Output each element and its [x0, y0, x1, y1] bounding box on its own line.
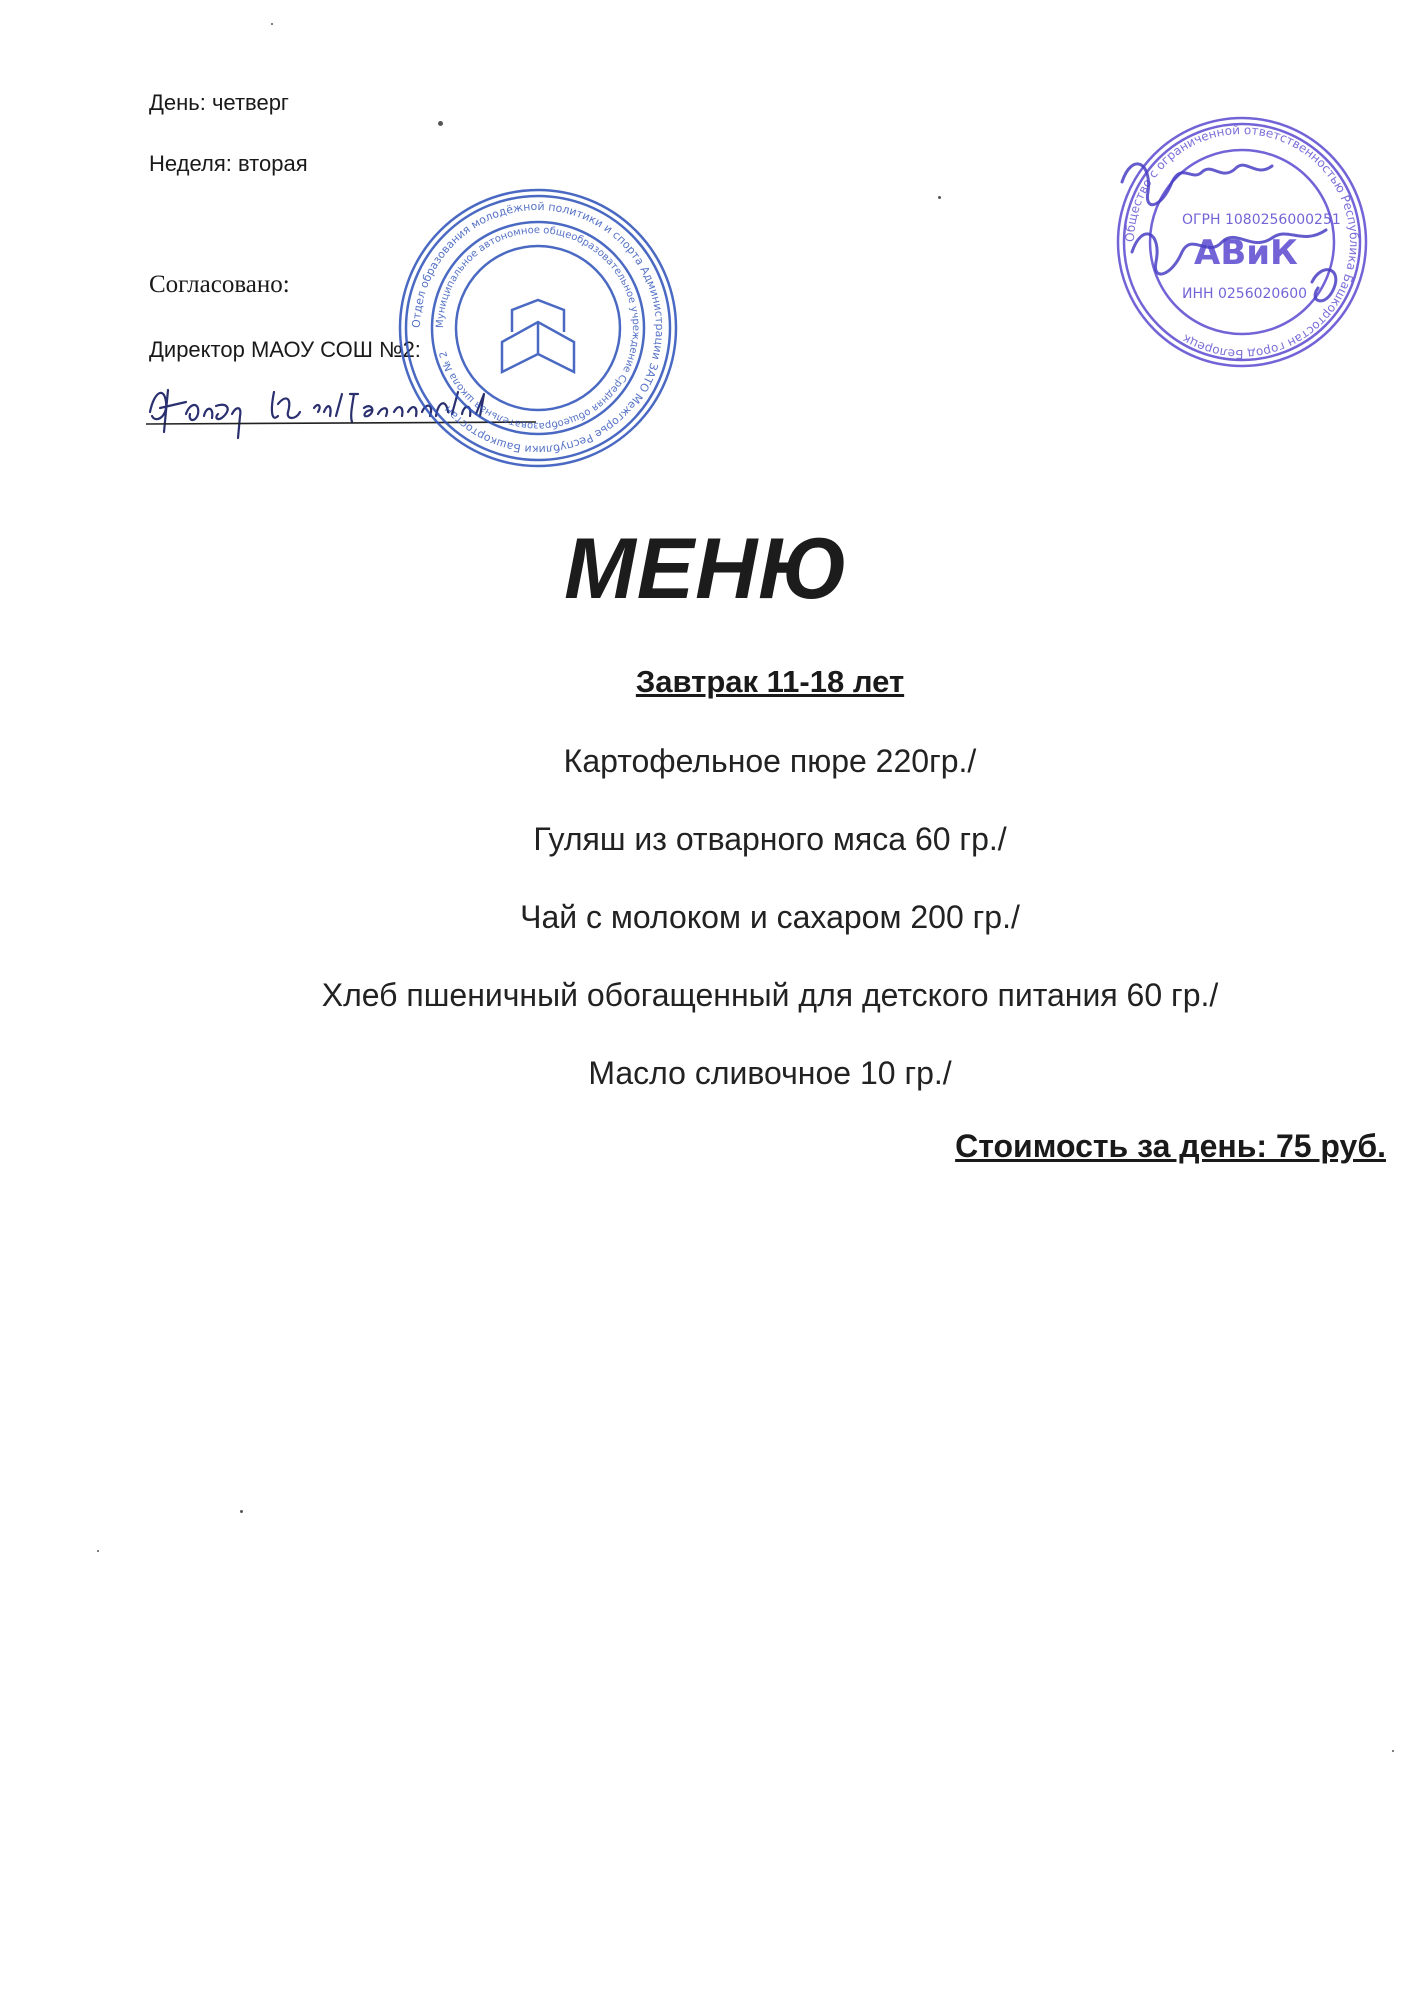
- scan-speck: [97, 1550, 99, 1552]
- svg-text:ИНН 0256020600: ИНН 0256020600: [1182, 286, 1308, 302]
- menu-item: Гуляш из отварного мяса 60 гр./: [533, 821, 1007, 857]
- agreed-label: Согласовано:: [149, 271, 290, 298]
- svg-text:ОГРН 1080256000251: ОГРН 1080256000251: [1182, 212, 1341, 228]
- day-label: День: четверг: [149, 90, 289, 115]
- school-stamp: [392, 182, 684, 474]
- page-title: МЕНЮ: [564, 521, 849, 617]
- menu-item: Хлеб пшеничный обогащенный для детского питания 60 гр./: [321, 977, 1219, 1013]
- scan-speck: [1392, 1750, 1394, 1752]
- menu-item: Картофельное пюре 220гр./: [563, 743, 977, 779]
- company-stamp: [1112, 112, 1372, 372]
- scan-speck: [271, 23, 273, 25]
- menu-item: Чай с молоком и сахаром 200 гр./: [520, 899, 1020, 935]
- week-label: Неделя: вторая: [149, 151, 308, 176]
- svg-text:Отдел образования молодёжной п: Отдел образования молодёжной политики и спорта Администрации ЗАТО Межгорье Республики Башкортостан: [409, 199, 667, 457]
- section-heading: Завтрак 11-18 лет: [635, 664, 905, 699]
- daily-cost: Стоимость за день: 75 руб.: [955, 1128, 1386, 1164]
- svg-text:АВиК: АВиК: [1194, 233, 1298, 273]
- svg-text:Муниципальное автономное общео: Муниципальное автономное общеобразовательное учреждение Средняя общеобразовательная школа № 2: [434, 224, 642, 432]
- scan-speck: [938, 196, 941, 199]
- scan-speck: [438, 121, 443, 126]
- svg-text:Общество с ограниченной ответс: Общество с ограниченной ответственностью Республика Башкортостан город Белорецк: [1122, 122, 1362, 362]
- director-label: Директор МАОУ СОШ №2:: [149, 337, 421, 362]
- scan-speck: [240, 1510, 243, 1513]
- menu-item: Масло сливочное 10 гр./: [588, 1055, 952, 1091]
